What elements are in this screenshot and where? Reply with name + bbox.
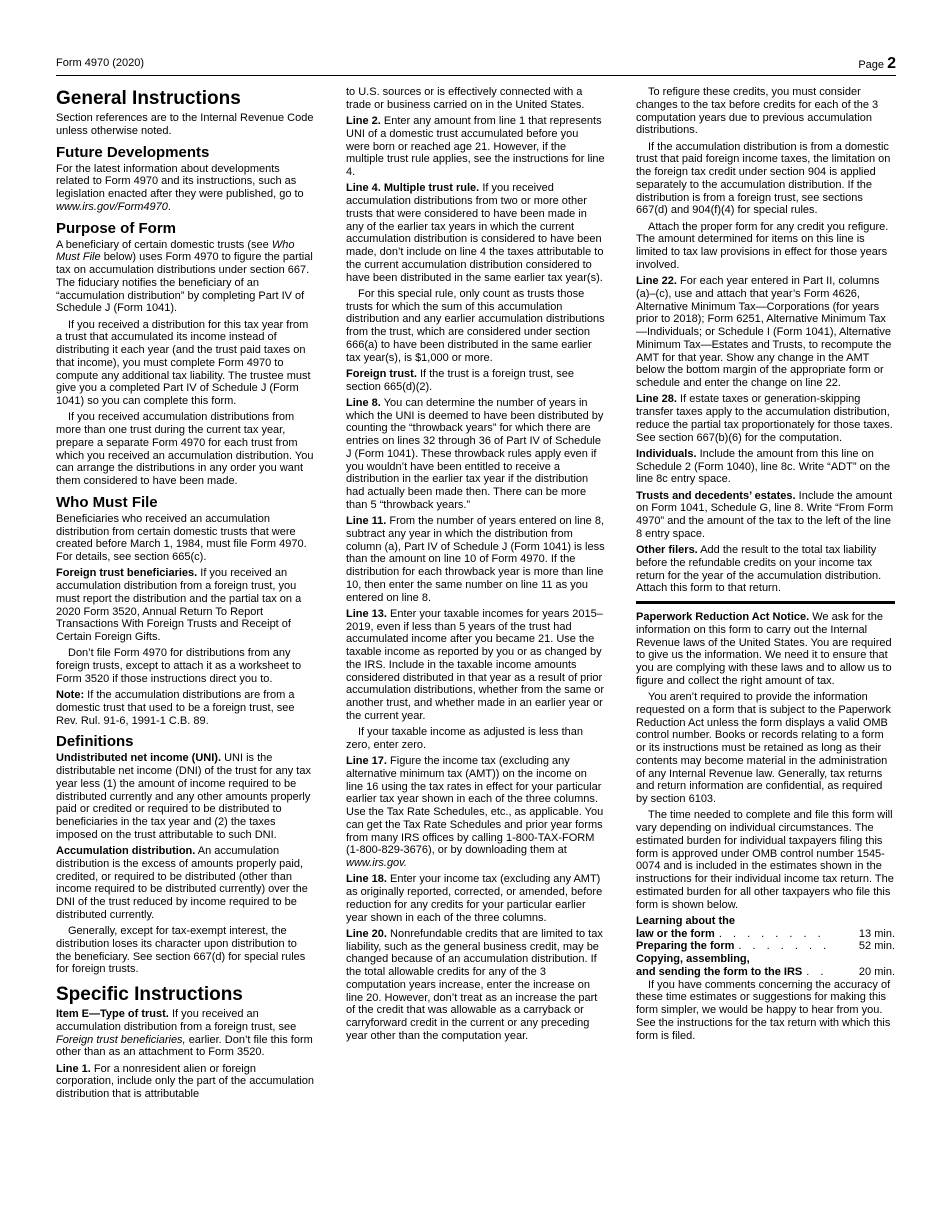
general-instructions-heading: General Instructions [56, 88, 241, 109]
lead-in: Line 20. [346, 927, 387, 940]
text: If you received an accumulation distribution from a foreign trust, see [56, 1008, 297, 1033]
estimate-label: and sending the form to the IRS [636, 965, 803, 978]
column-2 [346, 86, 605, 1046]
paragraph: If the accumulation distribution is from a domestic trust that paid foreign income taxes, the limitation on the foreign tax credit under section 904 is applied separately to the accumulation distribution. If the distribution is from a foreign trust, see sections 667(d) and 904(f)(4) for special rules. [636, 140, 891, 217]
estimate-label: Preparing the form [636, 940, 735, 953]
text: If you received an accumulation distribution from a foreign trust, you must report the distribution and the partial tax on a 2020 Form 3520, Annual Return To Report Transactions With Foreign Trusts and Receipt of Certain Foreign Gifts. [56, 567, 302, 643]
text: Add the result to the total tax liability before the refundable credits on your income tax return for the year of the accumulation distribution. Attach this form to that return. [636, 544, 882, 595]
paragraph [346, 608, 605, 723]
lead-in: Foreign trust beneficiaries. [56, 567, 198, 580]
leader-dots: . . [806, 965, 828, 978]
text: earlier. Don’t file this form other than as an attachment to Form 3520. [56, 1033, 313, 1059]
text: A beneficiary of certain domestic trusts (see [56, 238, 269, 251]
text: An accumulation distribution is the excess of amounts properly paid, credited, or required to be distributed (other than income required to be distributed currently) over the DNI of the trust reduced by income required to be distributed currently. [56, 845, 308, 921]
lead-in: Line 28. [636, 393, 677, 406]
paragraph: If your taxable income as adjusted is less than zero, enter zero. [346, 726, 584, 751]
paragraph [56, 1063, 315, 1101]
paragraph: Don’t file Form 4970 for distributions from any foreign trusts, except to attach it as a worksheet to Form 3520 if those instructions direct you to. [56, 647, 302, 685]
text: For the latest information about developments related to Form 4970 and its instructions, such as legislation enacted after they were published, go to [56, 162, 304, 200]
italic-ref: Who Must File [56, 238, 295, 264]
lead-in: Item E—Type of trust. [56, 1008, 169, 1020]
paragraph [636, 544, 895, 595]
text: Include the amount on Form 1041, Schedule G, line 8. Write “From Form 4970” and the amount of the tax to the left of the line 8 entry space. [636, 489, 894, 540]
form-id: Form 4970 (2020) [56, 57, 145, 69]
leader-dots: . . . . . . . [738, 940, 831, 953]
lead-in: Trusts and decedents’ estates. [636, 489, 796, 502]
column-1 [56, 86, 315, 1104]
text: If the trust is a foreign trust, see section 665(d)(2). [346, 367, 575, 393]
paragraph: You aren’t required to provide the information requested on a form that is subject to the Paperwork Reduction Act unless the form displays a valid OMB control number. Books or records relating to a form or its instructions must be retained as long as their contents may become material in the administration of any Internal Revenue law. Generally, tax returns and return information are confidential, as required by section 6103. [636, 691, 891, 805]
paragraph: If you have comments concerning the accuracy of these time estimates or suggestions for making this form simpler, we would be happy to hear from you. See the instructions for the tax return with which this form is filed. [636, 978, 891, 1042]
paragraph [56, 1008, 315, 1059]
specific-instructions-heading: Specific Instructions [56, 984, 243, 1005]
text: Figure the income tax (excluding any alternative minimum tax (AMT)) on the income on line 16 using the tax rates in effect for your particular earlier tax year shown in each of the three columns. Use the Tax Rate Schedules, etc., as applicable. You can get the Tax Rate Schedules and prior year forms from many IRS offices by calling 1-800-TAX-FORM (1-800-829-3676), or by downloading them at [346, 755, 604, 857]
paragraph: Section references are to the Internal Revenue Code unless otherwise noted. [56, 112, 314, 137]
paragraph: For this special rule, only count as trusts those trusts for which the sum of this accumulation distribution and any earlier accumulation distributions from the trust, which are considered under section 666(a) to have been distributed in the same earlier tax year(s), is $1,000 or more. [346, 287, 605, 364]
text: If you received accumulation distributions from two or more other trusts that were considered to have been made in any of the earlier tax years in which the current accumulation distribution is considered to have been made, don’t include on line 4 the taxes attributable to the current accumulation distribution considered to have been distributed in the same earlier tax year(s). [346, 182, 604, 284]
paragraph: Attach the proper form for any credit you refigure. The amount determined for items on this line is limited to tax law provisions in effect for those years involved. [636, 220, 889, 271]
paragraph [346, 515, 605, 604]
paragraph [56, 239, 315, 316]
estimate-label-line [636, 915, 895, 928]
paragraph: To refigure these credits, you must consider changes to the tax before credits for each of the 3 computation years due to previous accumulation distributions. [636, 86, 879, 137]
text: For each year entered in Part II, columns (a)–(c), use and attach that year’s Form 4626, Alternative Minimum Tax—Corporations (for years prior to 2018); Form 6251, Alternative Minimum Tax—Individuals; or Schedule I (Form 1041), Alternative Minimum Tax—Estates and Trusts, to recompute the AMT for that year. Show any change in the AMT below the bottom margin of the appropriate form or schedule and enter the change on line 22. [636, 275, 892, 389]
paragraph: Generally, except for tax-exempt interest, the distribution loses its character upon distribution to the beneficiary. See section 667(d) for special rules for foreign trusts. [56, 925, 306, 976]
text: UNI is the distributable net income (DNI) of the trust for any tax year less (1) the amount of income required to be distributed currently and any other amounts properly paid or credited or required to be distributed to beneficiaries in the tax year and (2) the taxes imposed on the trust attributable to such DNI. [56, 752, 311, 841]
paragraph [636, 275, 895, 390]
lead-in: Line 4. Multiple trust rule. [346, 182, 480, 195]
paragraph [56, 689, 315, 727]
page-header [56, 55, 896, 76]
estimate-row [636, 928, 895, 941]
paragraph [56, 752, 315, 841]
paragraph [346, 755, 605, 870]
estimate-row [636, 966, 895, 979]
paragraph: to U.S. sources or is effectively connected with a trade or business carried on in the United States. [346, 86, 585, 111]
paragraph [346, 397, 605, 512]
paragraph: For the latest information about developments related to Form 4970 and its instructions, such as legislation enacted after they were published, go to www.irs.gov/Form4970. [56, 162, 304, 213]
section-divider [636, 601, 895, 604]
time-estimates [636, 915, 895, 979]
estimate-label: Learning about the [636, 914, 735, 927]
paragraph [636, 393, 895, 444]
estimate-label: Copying, assembling, [636, 953, 750, 965]
text: Enter your income tax (excluding any AMT) as originally reported, corrected, or amended, before reduction for any credits for your particular earlier year shown in each of the three columns. [346, 873, 603, 924]
lead-in: Accumulation distribution. [56, 845, 196, 857]
paragraph: If you received a distribution for this tax year from a trust that accumulated its income instead of distributing it each year (and the trust paid taxes on that income), you must complete Form 4970 to compute any additional tax liability. The trustee must give you a completed Part IV of Schedule J (Form 1041) so you can complete this form. [56, 318, 311, 407]
paragraph [56, 845, 315, 922]
text: Nonrefundable credits that are limited to tax liability, such as the general business credit, may be changed because of an accumulation distribution. If the total allowable credits for any of the 3 computation years increase, enter the increase on line 20. However, don’t treat as an increase the part of the credit that was allowable as a carryback or carryforward credit in the current or any preceding year other than the computation year. [346, 927, 603, 1042]
who-must-file-heading: Who Must File [56, 493, 158, 511]
paragraph [346, 182, 605, 284]
column-3 [636, 86, 895, 1046]
text: Include the amount from this line on Schedule 2 (Form 1040), line 8c. Write “ADT” on the line 8c entry space. [636, 447, 891, 486]
lead-in: Line 13. [346, 607, 387, 620]
paragraph: If you received accumulation distributions from more than one trust during the current tax year, prepare a separate Form 4970 for each trust from which you received an accumulation distribution. You can arrange the distributions in any order you want them considered to have been made. [56, 411, 314, 487]
text: Enter your taxable incomes for years 2015–2019, even if less than 5 years of the trust had accumulated income after you became 21. Use the taxable income as reported by you or as changed by the IRS. Include in the taxable income amounts considered distributed in that year as a result of prior accumulation distributions, whether from the same or another trust, and whether made in an earlier year or the current year. [346, 607, 605, 722]
definitions-heading: Definitions [56, 733, 134, 751]
paragraph: The time needed to complete and file this form will vary depending on individual circumstances. The estimated burden for individual taxpayers filing this form is approved under OMB control number 1545-0074 and is included in the estimates shown in the instructions for their individual income tax return. The estimated burden for all other taxpayers who file this form is shown below. [636, 809, 894, 911]
lead-in: Line 2. [346, 115, 381, 127]
purpose-heading: Purpose of Form [56, 219, 177, 237]
paragraph [56, 567, 315, 644]
lead-in: Note: [56, 689, 85, 701]
paragraph [636, 611, 895, 688]
text: If estate taxes or generation-skipping transfer taxes apply to the accumulation distribution, reduce the partial tax proportionately for those taxes. See section 667(b)(6) for the computation. [636, 393, 893, 444]
lead-in: Line 22. [636, 275, 677, 287]
paragraph: Beneficiaries who received an accumulation distribution from certain domestic trusts that were created before March 1, 1984, must file Form 4970. For details, see section 665(c). [56, 512, 307, 563]
lead-in: Other filers. [636, 544, 698, 556]
italic-ref: Foreign trust beneficiaries, [56, 1033, 186, 1046]
page-label: Page [858, 59, 885, 71]
irs-link[interactable]: www.irs.gov. [346, 857, 407, 869]
paragraph [636, 490, 895, 541]
estimate-value: 52 min. [858, 940, 895, 953]
text: below) uses Form 4970 to figure the partial tax on accumulation distributions under section 667. The fiduciary notifies the beneficiary of an “accumulation distribution” by completing Part IV of Schedule J (Form 1041). [56, 251, 313, 315]
lead-in: Undistributed net income (UNI). [56, 752, 221, 765]
lead-in: Paperwork Reduction Act Notice. [636, 611, 810, 623]
paragraph [636, 448, 895, 486]
lead-in: Line 11. [346, 515, 387, 527]
text: For a nonresident alien or foreign corporation, include only the part of the accumulation distribution that is attributable [56, 1062, 315, 1100]
lead-in: Foreign trust. [346, 367, 417, 380]
leader-dots: . . . . . . . . [718, 927, 825, 940]
estimate-value: 20 min. [858, 965, 895, 978]
future-developments-heading: Future Developments [56, 143, 210, 161]
estimate-label-line [636, 953, 895, 966]
paragraph [346, 873, 605, 924]
estimate-value: 13 min. [858, 927, 895, 940]
page-num: 2 [887, 55, 896, 72]
lead-in: Line 8. [346, 396, 381, 409]
text: Enter any amount from line 1 that represents UNI of a domestic trust accumulated before you were born or reached age 21. However, if the multiple trust rule applies, see the instructions for line 4. [346, 115, 605, 178]
estimate-row [636, 940, 895, 953]
lead-in: Individuals. [636, 447, 697, 460]
text: If the accumulation distributions are from a domestic trust that used to be a foreign trust, see Rev. Rul. 91-6, 1991-1 C.B. 89. [56, 689, 295, 727]
paragraph [346, 928, 605, 1043]
estimate-label: law or the form [636, 927, 715, 940]
paragraph [346, 115, 605, 179]
irs-link[interactable]: www.irs.gov/Form4970 [56, 200, 168, 213]
lead-in: Line 18. [346, 873, 387, 886]
lead-in: Line 17. [346, 755, 387, 767]
text: From the number of years entered on line 8, subtract any year in which the distribution from column (a), Part IV of Schedule J (Form 1041) is less than the amount on line 10 of Form 4970. If the distribution for each throwback year is more than line 10, then enter the same number on line 11 as you entered on line 8. [346, 515, 605, 604]
paragraph [346, 368, 605, 394]
text: You can determine the number of years in which the UNI is deemed to have been distributed by counting the “throwback years” for which there are entries on lines 32 through 36 of Part IV of Schedule J (Form 1041). These throwback rules apply even if you wouldn’t have been entitled to receive a distribution in the earlier tax year if the distribution had actually been made then. There can be more than 5 “throwback years.” [346, 396, 604, 511]
text: We ask for the information on this form to carry out the Internal Revenue laws of the United States. You are required to give us the information. We need it to ensure that you are complying with these laws and to allow us to figure and collect the right amount of tax. [636, 611, 892, 687]
page-number [858, 55, 896, 73]
lead-in: Line 1. [56, 1062, 91, 1075]
